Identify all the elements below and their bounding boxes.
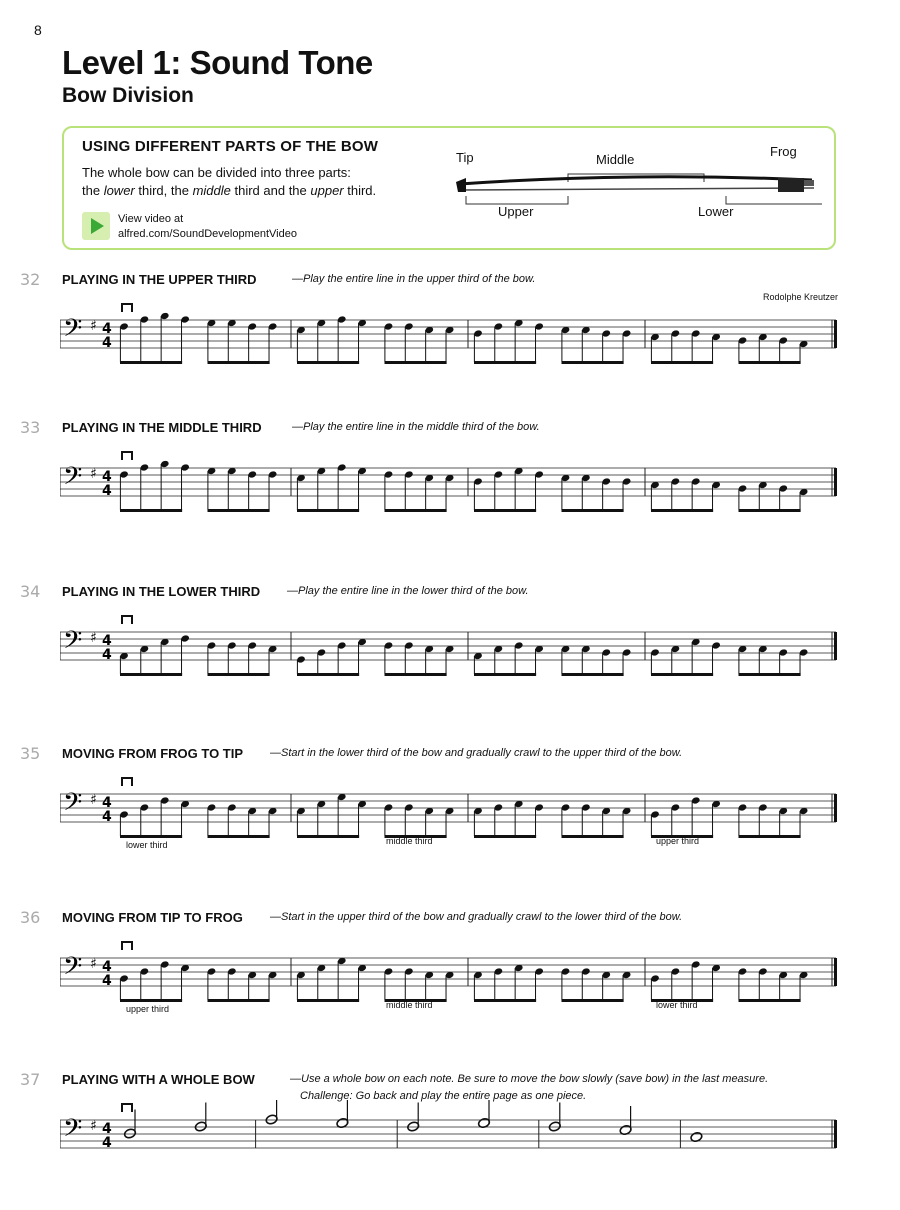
down-bow-icon xyxy=(122,304,132,312)
bass-clef-icon: 𝄢 xyxy=(63,462,83,497)
time-signature-top: 4 xyxy=(102,633,112,649)
note-beam xyxy=(208,999,270,1002)
exercise-32 xyxy=(0,270,900,410)
info-text-upper: upper xyxy=(310,183,344,198)
note-beam xyxy=(562,835,624,838)
music-staff xyxy=(60,774,840,844)
exercise-title: PLAYING IN THE UPPER THIRD xyxy=(62,272,257,287)
note-beam xyxy=(474,509,536,512)
bow-label-lower: Lower xyxy=(698,204,734,219)
time-signature-bottom: 4 xyxy=(102,647,112,663)
bow-section-label: upper third xyxy=(126,1004,170,1014)
note-beam xyxy=(562,361,624,364)
info-text xyxy=(82,164,432,200)
info-text-line1: The whole bow can be divided into three parts: xyxy=(82,165,351,180)
bow-info-box xyxy=(62,126,836,250)
note-beam xyxy=(297,999,359,1002)
note-beam xyxy=(474,361,536,364)
play-video-button[interactable] xyxy=(82,212,110,240)
bow-label-tip: Tip xyxy=(456,150,474,165)
exercise-number: 34 xyxy=(20,582,41,601)
note-beam xyxy=(297,509,359,512)
exercise-number: 32 xyxy=(20,270,41,289)
info-heading: USING DIFFERENT PARTS OF THE BOW xyxy=(82,138,379,155)
final-barline-thick xyxy=(834,320,837,348)
key-signature-sharp-icon: ♯ xyxy=(90,630,97,646)
note-beam xyxy=(120,673,182,676)
bow-button xyxy=(804,180,814,186)
note-beam xyxy=(208,673,270,676)
note-beam xyxy=(739,673,801,676)
exercise-33 xyxy=(0,418,900,558)
bow-section-label: lower third xyxy=(656,1000,698,1010)
exercise-description: —Use a whole bow on each note. Be sure to move the bow slowly (save bow) in the last measure. xyxy=(290,1073,769,1085)
note-beam xyxy=(739,835,801,838)
exercise-36 xyxy=(0,908,900,1048)
bass-clef-icon: 𝄢 xyxy=(63,1114,83,1149)
note-beam xyxy=(297,673,359,676)
exercise-challenge: Challenge: Go back and play the entire page as one piece. xyxy=(300,1090,587,1102)
music-staff xyxy=(60,448,840,518)
time-signature-bottom: 4 xyxy=(102,1135,112,1151)
key-signature-sharp-icon: ♯ xyxy=(90,318,97,334)
note-beam xyxy=(120,361,182,364)
time-signature-top: 4 xyxy=(102,795,112,811)
note-beam xyxy=(562,673,624,676)
note-beam xyxy=(651,673,713,676)
exercise-description: —Start in the upper third of the bow and gradually crawl to the lower third of the bow. xyxy=(270,911,683,923)
bass-clef-icon: 𝄢 xyxy=(63,626,83,661)
info-text-mid1: third, the xyxy=(134,183,193,198)
down-bow-icon xyxy=(122,452,132,460)
bow-upper-bracket xyxy=(466,196,568,204)
video-link[interactable] xyxy=(118,212,297,242)
exercise-35 xyxy=(0,744,900,884)
key-signature-sharp-icon: ♯ xyxy=(90,956,97,972)
info-text-the: the xyxy=(82,183,104,198)
time-signature-bottom: 4 xyxy=(102,483,112,499)
bow-hair xyxy=(460,188,814,190)
bow-frog xyxy=(778,178,804,192)
time-signature-top: 4 xyxy=(102,1121,112,1137)
down-bow-icon xyxy=(122,942,132,950)
bow-section-label: middle third xyxy=(386,1000,433,1010)
time-signature-bottom: 4 xyxy=(102,335,112,351)
note-beam xyxy=(208,835,270,838)
key-signature-sharp-icon: ♯ xyxy=(90,466,97,482)
exercise-title: MOVING FROM TIP TO FROG xyxy=(62,910,243,925)
bow-section-label: middle third xyxy=(386,836,433,846)
note-beam xyxy=(562,999,624,1002)
music-staff xyxy=(60,1100,840,1170)
time-signature-top: 4 xyxy=(102,959,112,975)
bass-clef-icon: 𝄢 xyxy=(63,952,83,987)
page-number: 8 xyxy=(34,22,42,38)
note-beam xyxy=(474,999,536,1002)
note-beam xyxy=(651,361,713,364)
note-beam xyxy=(474,673,536,676)
page-subtitle: Bow Division xyxy=(62,84,194,107)
bow-label-middle: Middle xyxy=(596,152,635,167)
note-beam xyxy=(120,509,182,512)
page-title: Level 1: Sound Tone xyxy=(62,44,373,81)
note-beam xyxy=(651,509,713,512)
key-signature-sharp-icon: ♯ xyxy=(90,792,97,808)
note-beam xyxy=(120,999,182,1002)
note-beam xyxy=(297,835,359,838)
bow-diagram xyxy=(452,138,822,238)
note-beam xyxy=(385,673,447,676)
bow-tip-head xyxy=(456,178,466,192)
time-signature-top: 4 xyxy=(102,321,112,337)
note-beam xyxy=(739,509,801,512)
note-beam xyxy=(739,999,801,1002)
exercise-title: MOVING FROM FROG TO TIP xyxy=(62,746,244,761)
key-signature-sharp-icon: ♯ xyxy=(90,1118,97,1134)
video-url: alfred.com/SoundDevelopmentVideo xyxy=(118,228,297,240)
music-staff xyxy=(60,612,840,682)
exercise-title: PLAYING IN THE LOWER THIRD xyxy=(62,584,261,599)
play-icon xyxy=(91,218,104,234)
final-barline-thick xyxy=(834,632,837,660)
down-bow-icon xyxy=(122,616,132,624)
bow-section-label: upper third xyxy=(656,836,700,846)
exercise-number: 35 xyxy=(20,744,41,763)
bow-stick xyxy=(460,177,812,184)
exercise-37 xyxy=(0,1070,900,1210)
video-line1: View video at xyxy=(118,213,184,225)
exercise-number: 36 xyxy=(20,908,41,927)
exercise-description: —Play the entire line in the middle third of the bow. xyxy=(292,421,540,433)
time-signature-bottom: 4 xyxy=(102,973,112,989)
note-beam xyxy=(297,361,359,364)
time-signature-top: 4 xyxy=(102,469,112,485)
exercise-number: 33 xyxy=(20,418,41,437)
down-bow-icon xyxy=(122,778,132,786)
info-text-middle: middle xyxy=(192,183,231,198)
note-beam xyxy=(474,835,536,838)
final-barline-thick xyxy=(834,1120,837,1148)
down-bow-icon xyxy=(122,1104,132,1112)
bow-lower-bracket xyxy=(726,196,822,204)
exercise-description: —Play the entire line in the lower third of the bow. xyxy=(287,585,529,597)
info-text-lower: lower xyxy=(103,183,135,198)
bass-clef-icon: 𝄢 xyxy=(63,788,83,823)
note-beam xyxy=(208,361,270,364)
bow-drawing xyxy=(452,138,822,238)
final-barline-thick xyxy=(834,794,837,822)
music-staff xyxy=(60,938,840,1008)
exercise-title: PLAYING IN THE MIDDLE THIRD xyxy=(62,420,262,435)
bow-label-frog: Frog xyxy=(770,144,797,159)
info-text-end: third. xyxy=(343,183,377,198)
note-beam xyxy=(385,361,447,364)
composer-credit: Rodolphe Kreutzer xyxy=(762,292,838,302)
exercise-number: 37 xyxy=(20,1070,41,1089)
music-staff xyxy=(60,300,840,370)
bass-clef-icon: 𝄢 xyxy=(63,314,83,349)
info-text-mid2: third and the xyxy=(230,183,311,198)
time-signature-bottom: 4 xyxy=(102,809,112,825)
exercise-description: —Play the entire line in the upper third of the bow. xyxy=(292,273,536,285)
note-beam xyxy=(120,835,182,838)
note-beam xyxy=(739,361,801,364)
note-beam xyxy=(208,509,270,512)
exercise-34 xyxy=(0,582,900,722)
final-barline-thick xyxy=(834,958,837,986)
final-barline-thick xyxy=(834,468,837,496)
note-beam xyxy=(385,509,447,512)
bow-label-upper: Upper xyxy=(498,204,534,219)
note-beam xyxy=(562,509,624,512)
bow-section-label: lower third xyxy=(126,840,168,850)
exercise-description: —Start in the lower third of the bow and gradually crawl to the upper third of the bow. xyxy=(270,747,683,759)
exercise-title: PLAYING WITH A WHOLE BOW xyxy=(62,1072,255,1087)
